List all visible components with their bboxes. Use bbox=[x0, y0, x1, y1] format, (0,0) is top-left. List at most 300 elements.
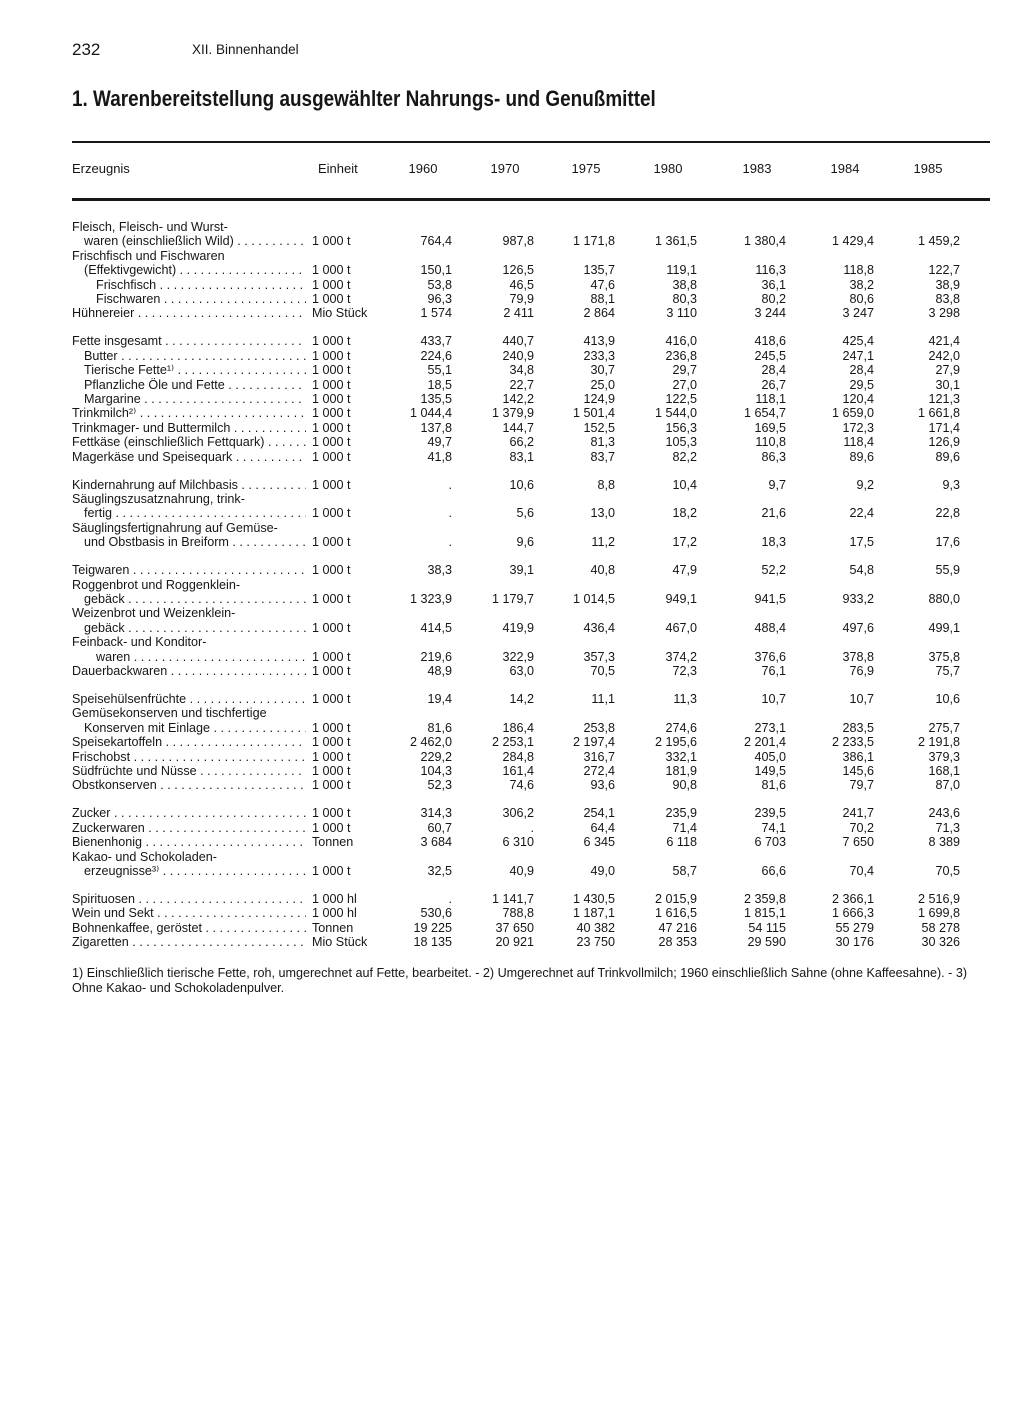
row-unit: Tonnen bbox=[312, 835, 354, 850]
row-unit: 1 000 t bbox=[312, 406, 351, 421]
cell-value-1984: 55 279 bbox=[835, 920, 874, 935]
column-header-product: Erzeugnis bbox=[72, 161, 130, 176]
cell-value-1983: 76,1 bbox=[761, 664, 786, 678]
cell-value-1983: 941,5 bbox=[754, 592, 786, 606]
cell-value-1980: 274,6 bbox=[665, 720, 697, 735]
cell-value-1980: 38,8 bbox=[672, 277, 697, 292]
cell-value-1984: 70,4 bbox=[849, 864, 874, 878]
cell-value-1975: 13,0 bbox=[590, 506, 615, 521]
cell-value-1960: 433,7 bbox=[420, 334, 452, 349]
row-label: Margarine . . . bbox=[84, 392, 306, 406]
column-header-1980: 1980 bbox=[653, 161, 683, 176]
table-row bbox=[0, 406, 1024, 420]
row-label: waren (einschließlich Wild) . . . bbox=[84, 234, 306, 248]
cell-value-1985: 27,9 bbox=[935, 363, 960, 378]
cell-value-1960: 224,6 bbox=[420, 348, 452, 363]
cell-value-1984: 10,7 bbox=[849, 692, 874, 706]
cell-value-1984: 247,1 bbox=[842, 348, 874, 363]
cell-value-1985: 89,6 bbox=[935, 449, 960, 464]
cell-value-1980: 467,0 bbox=[665, 620, 697, 635]
cell-value-1985: 2 191,8 bbox=[917, 735, 960, 750]
cell-value-1983: 418,6 bbox=[754, 334, 786, 349]
cell-value-1970: 440,7 bbox=[502, 334, 534, 349]
cell-value-1985: 243,6 bbox=[928, 806, 960, 821]
cell-value-1983: 29 590 bbox=[747, 935, 786, 950]
row-label: Trinkmilch²⁾ . . . bbox=[72, 406, 306, 420]
cell-value-1985: 121,3 bbox=[928, 392, 960, 406]
cell-value-1975: 70,5 bbox=[590, 664, 615, 678]
cell-value-1980: 29,7 bbox=[672, 363, 697, 378]
cell-value-1983: 80,2 bbox=[761, 292, 786, 306]
cell-value-1985: 275,7 bbox=[928, 720, 960, 735]
row-unit: 1 000 t bbox=[312, 277, 351, 292]
row-unit: 1 000 t bbox=[312, 664, 351, 678]
cell-value-1970: 788,8 bbox=[502, 906, 534, 921]
cell-value-1970: 240,9 bbox=[502, 348, 534, 363]
cell-value-1984: 386,1 bbox=[842, 749, 874, 764]
cell-value-1960: 18 135 bbox=[413, 935, 452, 950]
cell-value-1960: 229,2 bbox=[420, 749, 452, 764]
table-row bbox=[0, 692, 1024, 706]
row-label: Fettkäse (einschließlich Fettquark) . . . bbox=[72, 435, 306, 449]
cell-value-1984: 70,2 bbox=[849, 820, 874, 835]
table-row bbox=[0, 249, 1024, 263]
cell-value-1984: 7 650 bbox=[842, 835, 874, 850]
cell-value-1984: 378,8 bbox=[842, 649, 874, 664]
cell-value-1960: 764,4 bbox=[420, 234, 452, 249]
table-row bbox=[0, 650, 1024, 664]
cell-value-1985: 1 459,2 bbox=[917, 234, 960, 249]
cell-value-1983: 1 654,7 bbox=[743, 406, 786, 421]
cell-value-1960: 52,3 bbox=[427, 778, 452, 793]
cell-value-1985: 58 278 bbox=[921, 920, 960, 935]
cell-value-1983: 10,7 bbox=[761, 692, 786, 706]
cell-value-1970: 1 379,9 bbox=[491, 406, 534, 421]
cell-value-1984: 2 233,5 bbox=[831, 735, 874, 750]
cell-value-1984: 38,2 bbox=[849, 277, 874, 292]
row-label: Fette insgesamt . . . bbox=[72, 334, 306, 348]
cell-value-1970: 186,4 bbox=[502, 720, 534, 735]
cell-value-1975: 124,9 bbox=[583, 392, 615, 406]
cell-value-1960: 19 225 bbox=[413, 920, 452, 935]
cell-value-1983: 21,6 bbox=[761, 506, 786, 521]
row-unit: 1 000 t bbox=[312, 449, 351, 464]
cell-value-1980: 1 361,5 bbox=[654, 234, 697, 249]
cell-value-1975: 11,2 bbox=[591, 535, 615, 550]
cell-value-1983: 74,1 bbox=[761, 820, 786, 835]
row-unit: 1 000 t bbox=[312, 749, 351, 764]
table-row bbox=[0, 664, 1024, 678]
cell-value-1975: 81,3 bbox=[590, 435, 615, 450]
cell-value-1984: 1 659,0 bbox=[831, 406, 874, 421]
row-unit: 1 000 t bbox=[312, 692, 351, 706]
cell-value-1985: 55,9 bbox=[935, 563, 960, 578]
table-title: 1. Warenbereitstellung ausgewählter Nahrungs- und Genußmittel bbox=[72, 86, 656, 111]
cell-value-1975: 1 171,8 bbox=[572, 234, 615, 249]
table-row bbox=[0, 835, 1024, 849]
cell-value-1970: 1 141,7 bbox=[491, 892, 534, 906]
row-label: und Obstbasis in Breiform . . . bbox=[84, 535, 306, 549]
cell-value-1970: 39,1 bbox=[509, 563, 534, 578]
row-label: Kindernahrung auf Milchbasis . . . bbox=[72, 478, 306, 492]
cell-value-1985: 9,3 bbox=[942, 477, 960, 492]
cell-value-1983: 86,3 bbox=[761, 449, 786, 464]
cell-value-1980: 235,9 bbox=[665, 806, 697, 821]
table-row bbox=[0, 435, 1024, 449]
row-label: Speisehülsenfrüchte . . . bbox=[72, 692, 306, 706]
cell-value-1960: 414,5 bbox=[420, 620, 452, 635]
row-label: Weizenbrot und Weizenklein- bbox=[72, 606, 236, 621]
row-label: Frischfisch und Fischwaren bbox=[72, 248, 225, 263]
cell-value-1960: 1 044,4 bbox=[409, 406, 452, 421]
cell-value-1975: 253,8 bbox=[583, 720, 615, 735]
column-header-1984: 1984 bbox=[830, 161, 860, 176]
cell-value-1975: 1 014,5 bbox=[572, 592, 615, 606]
row-unit: 1 000 t bbox=[312, 535, 351, 550]
cell-value-1985: 1 699,8 bbox=[917, 906, 960, 921]
table-row bbox=[0, 621, 1024, 635]
row-unit: 1 000 t bbox=[312, 506, 351, 521]
cell-value-1975: 88,1 bbox=[590, 292, 615, 306]
cell-value-1984: 497,6 bbox=[842, 620, 874, 635]
cell-value-1983: 376,6 bbox=[754, 649, 786, 664]
cell-value-1975: 2 197,4 bbox=[572, 735, 615, 750]
row-label: gebäck . . . bbox=[84, 592, 306, 606]
column-header-1985: 1985 bbox=[913, 161, 943, 176]
row-unit: 1 000 t bbox=[312, 392, 351, 406]
row-unit: 1 000 t bbox=[312, 234, 351, 249]
row-unit: 1 000 t bbox=[312, 720, 351, 735]
cell-value-1985: 8 389 bbox=[928, 835, 960, 850]
table-row bbox=[0, 450, 1024, 464]
cell-value-1985: 10,6 bbox=[935, 692, 960, 706]
cell-value-1984: 283,5 bbox=[842, 720, 874, 735]
cell-value-1975: 436,4 bbox=[583, 620, 615, 635]
row-label: Dauerbackwaren . . . bbox=[72, 664, 306, 678]
cell-value-1970: 20 921 bbox=[495, 935, 534, 950]
table-row bbox=[0, 535, 1024, 549]
row-unit: 1 000 t bbox=[312, 778, 351, 793]
cell-value-1970: 1 179,7 bbox=[491, 592, 534, 606]
cell-value-1980: 71,4 bbox=[672, 820, 697, 835]
cell-value-1975: 30,7 bbox=[590, 363, 615, 378]
cell-value-1970: 79,9 bbox=[509, 292, 534, 306]
cell-value-1960: 1 323,9 bbox=[409, 592, 452, 606]
cell-value-1960: . bbox=[448, 506, 452, 521]
cell-value-1975: 93,6 bbox=[590, 778, 615, 793]
table-row bbox=[0, 778, 1024, 792]
cell-value-1970: 142,2 bbox=[502, 392, 534, 406]
cell-value-1983: 239,5 bbox=[754, 806, 786, 821]
row-unit: 1 000 t bbox=[312, 592, 351, 606]
row-label: Konserven mit Einlage . . . bbox=[84, 721, 306, 735]
cell-value-1985: 30 326 bbox=[921, 935, 960, 950]
row-label: Bohnenkaffee, geröstet . . . bbox=[72, 921, 306, 935]
cell-value-1960: 96,3 bbox=[427, 292, 452, 306]
row-unit: 1 000 t bbox=[312, 263, 351, 278]
table-row bbox=[0, 721, 1024, 735]
cell-value-1983: 118,1 bbox=[755, 392, 786, 406]
table-row bbox=[0, 935, 1024, 949]
table-row bbox=[0, 492, 1024, 506]
cell-value-1983: 1 380,4 bbox=[743, 234, 786, 249]
row-label: fertig . . . bbox=[84, 506, 306, 520]
section-title: XII. Binnenhandel bbox=[192, 42, 299, 57]
row-label: Zigaretten . . . bbox=[72, 935, 306, 949]
cell-value-1975: 1 187,1 bbox=[572, 906, 615, 921]
table-row bbox=[0, 750, 1024, 764]
table-row bbox=[0, 806, 1024, 820]
cell-value-1970: 987,8 bbox=[502, 234, 534, 249]
row-label: Zuckerwaren . . . bbox=[72, 821, 306, 835]
cell-value-1960: 135,5 bbox=[420, 392, 452, 406]
cell-value-1984: 89,6 bbox=[849, 449, 874, 464]
row-label: Kakao- und Schokoladen- bbox=[72, 849, 217, 864]
column-header-1975: 1975 bbox=[571, 161, 601, 176]
cell-value-1983: 66,6 bbox=[761, 864, 786, 878]
cell-value-1983: 116,3 bbox=[755, 263, 786, 278]
cell-value-1960: 53,8 bbox=[427, 277, 452, 292]
cell-value-1960: 38,3 bbox=[427, 563, 452, 578]
row-label: Spirituosen . . . bbox=[72, 892, 306, 906]
table-row bbox=[0, 421, 1024, 435]
cell-value-1983: 28,4 bbox=[761, 363, 786, 378]
cell-value-1970: 22,7 bbox=[509, 377, 534, 392]
cell-value-1980: 1 616,5 bbox=[654, 906, 697, 921]
cell-value-1980: 17,2 bbox=[672, 535, 697, 550]
cell-value-1980: 80,3 bbox=[672, 292, 697, 306]
cell-value-1975: 152,5 bbox=[583, 420, 615, 435]
cell-value-1984: 425,4 bbox=[842, 334, 874, 349]
row-label: Zucker . . . bbox=[72, 806, 306, 820]
cell-value-1960: 314,3 bbox=[420, 806, 452, 821]
cell-value-1984: 118,4 bbox=[843, 435, 874, 450]
cell-value-1983: 81,6 bbox=[761, 778, 786, 793]
row-label: Frischfisch . . . bbox=[96, 278, 306, 292]
row-label: Säuglingsfertignahrung auf Gemüse- bbox=[72, 520, 278, 535]
cell-value-1983: 2 359,8 bbox=[743, 892, 786, 906]
cell-value-1980: 82,2 bbox=[672, 449, 697, 464]
row-unit: 1 000 t bbox=[312, 334, 351, 349]
cell-value-1983: 488,4 bbox=[754, 620, 786, 635]
cell-value-1970: 9,6 bbox=[516, 535, 534, 550]
cell-value-1984: 76,9 bbox=[849, 664, 874, 678]
cell-value-1975: 1 430,5 bbox=[572, 892, 615, 906]
cell-value-1984: 2 366,1 bbox=[831, 892, 874, 906]
cell-value-1980: 3 110 bbox=[666, 306, 697, 321]
cell-value-1984: 80,6 bbox=[849, 292, 874, 306]
cell-value-1975: 11,1 bbox=[591, 692, 615, 706]
cell-value-1975: 233,3 bbox=[583, 348, 615, 363]
cell-value-1975: 272,4 bbox=[583, 764, 615, 778]
cell-value-1975: 83,7 bbox=[590, 449, 615, 464]
cell-value-1980: 90,8 bbox=[672, 778, 697, 793]
cell-value-1985: 242,0 bbox=[928, 348, 960, 363]
cell-value-1960: 81,6 bbox=[427, 720, 452, 735]
cell-value-1983: 3 244 bbox=[754, 306, 786, 321]
cell-value-1980: 949,1 bbox=[665, 592, 697, 606]
cell-value-1970: 74,6 bbox=[509, 778, 534, 793]
row-label: Tierische Fette¹⁾ . . . bbox=[84, 363, 306, 377]
row-label: (Effektivgewicht) . . . bbox=[84, 263, 306, 277]
cell-value-1980: 18,2 bbox=[672, 506, 697, 521]
cell-value-1980: 2 195,6 bbox=[654, 735, 697, 750]
row-unit: 1 000 t bbox=[312, 820, 351, 835]
table-row bbox=[0, 378, 1024, 392]
cell-value-1960: 3 684 bbox=[420, 835, 452, 850]
cell-value-1984: 17,5 bbox=[849, 535, 874, 550]
cell-value-1970: 37 650 bbox=[495, 920, 534, 935]
cell-value-1984: 120,4 bbox=[842, 392, 874, 406]
cell-value-1960: 60,7 bbox=[427, 820, 452, 835]
cell-value-1970: 126,5 bbox=[502, 263, 534, 278]
cell-value-1975: 23 750 bbox=[576, 935, 615, 950]
cell-value-1985: 17,6 bbox=[935, 535, 960, 550]
cell-value-1983: 2 201,4 bbox=[743, 735, 786, 750]
cell-value-1975: 254,1 bbox=[583, 806, 615, 821]
cell-value-1984: 172,3 bbox=[842, 420, 874, 435]
table-row bbox=[0, 764, 1024, 778]
cell-value-1980: 6 118 bbox=[666, 835, 697, 850]
cell-value-1960: 49,7 bbox=[427, 435, 452, 450]
row-label: gebäck . . . bbox=[84, 621, 306, 635]
cell-value-1980: 10,4 bbox=[672, 477, 697, 492]
cell-value-1975: 8,8 bbox=[597, 477, 615, 492]
footnotes: 1) Einschließlich tierische Fette, roh, umgerechnet auf Fette, bearbeitet. - 2) Umgerechnet auf Trinkvollmilch; 1960 einschließlich Sahne (ohne Kaffeesahne). - 3) Ohne Kakao- und Schokoladenpulver. bbox=[72, 965, 968, 995]
cell-value-1980: 105,3 bbox=[665, 435, 697, 450]
cell-value-1984: 118,8 bbox=[843, 263, 874, 278]
page-number: 232 bbox=[72, 40, 101, 59]
table-row bbox=[0, 850, 1024, 864]
cell-value-1983: 6 703 bbox=[754, 835, 786, 850]
cell-value-1970: 419,9 bbox=[502, 620, 534, 635]
row-label: Teigwaren . . . bbox=[72, 563, 306, 577]
cell-value-1980: 374,2 bbox=[665, 649, 697, 664]
cell-value-1985: 30,1 bbox=[935, 377, 960, 392]
table-row bbox=[0, 635, 1024, 649]
row-unit: Mio Stück bbox=[312, 306, 368, 321]
row-unit: 1 000 t bbox=[312, 806, 351, 821]
row-label: Frischobst . . . bbox=[72, 750, 306, 764]
cell-value-1975: 40,8 bbox=[590, 563, 615, 578]
row-unit: 1 000 hl bbox=[312, 906, 357, 921]
table-row bbox=[0, 864, 1024, 878]
table-row bbox=[0, 306, 1024, 320]
cell-value-1984: 1 666,3 bbox=[831, 906, 874, 921]
row-unit: 1 000 t bbox=[312, 435, 351, 450]
cell-value-1984: 933,2 bbox=[842, 592, 874, 606]
cell-value-1985: 87,0 bbox=[935, 778, 960, 793]
cell-value-1960: 104,3 bbox=[420, 764, 452, 778]
cell-value-1970: 306,2 bbox=[502, 806, 534, 821]
cell-value-1975: 1 501,4 bbox=[572, 406, 615, 421]
cell-value-1980: 47,9 bbox=[672, 563, 697, 578]
cell-value-1970: 322,9 bbox=[502, 649, 534, 664]
table-row bbox=[0, 278, 1024, 292]
cell-value-1975: 2 864 bbox=[583, 306, 615, 321]
cell-value-1985: 126,9 bbox=[928, 435, 960, 450]
row-label: waren . . . bbox=[96, 650, 306, 664]
row-label: Speisekartoffeln . . . bbox=[72, 735, 306, 749]
cell-value-1985: 83,8 bbox=[935, 292, 960, 306]
table-row bbox=[0, 392, 1024, 406]
table-row bbox=[0, 906, 1024, 920]
row-label: Säuglingszusatznahrung, trink- bbox=[72, 492, 245, 506]
table-row bbox=[0, 292, 1024, 306]
cell-value-1970: 6 310 bbox=[502, 835, 534, 850]
row-unit: 1 000 t bbox=[312, 420, 351, 435]
row-label: Butter . . . bbox=[84, 349, 306, 363]
row-unit: 1 000 t bbox=[312, 620, 351, 635]
cell-value-1980: 47 216 bbox=[658, 920, 697, 935]
cell-value-1985: 2 516,9 bbox=[917, 892, 960, 906]
table-row bbox=[0, 220, 1024, 234]
cell-value-1970: 34,8 bbox=[509, 363, 534, 378]
cell-value-1970: 161,4 bbox=[502, 764, 534, 778]
table-row bbox=[0, 592, 1024, 606]
cell-value-1985: 22,8 bbox=[935, 506, 960, 521]
cell-value-1980: 58,7 bbox=[672, 864, 697, 878]
cell-value-1975: 413,9 bbox=[583, 334, 615, 349]
cell-value-1984: 28,4 bbox=[849, 363, 874, 378]
cell-value-1975: 25,0 bbox=[590, 377, 615, 392]
row-label: Roggenbrot und Roggenklein- bbox=[72, 577, 241, 592]
cell-value-1984: 22,4 bbox=[849, 506, 874, 521]
cell-value-1985: 122,7 bbox=[928, 263, 960, 278]
cell-value-1960: 48,9 bbox=[427, 664, 452, 678]
cell-value-1985: 70,5 bbox=[935, 864, 960, 878]
row-label: Hühnereier . . . bbox=[72, 306, 306, 320]
cell-value-1970: . bbox=[530, 820, 534, 835]
cell-value-1975: 6 345 bbox=[583, 835, 615, 850]
cell-value-1960: . bbox=[448, 892, 452, 906]
cell-value-1980: 332,1 bbox=[665, 749, 697, 764]
cell-value-1970: 2 411 bbox=[503, 306, 534, 321]
cell-value-1970: 10,6 bbox=[509, 477, 534, 492]
cell-value-1980: 119,1 bbox=[666, 263, 697, 278]
cell-value-1984: 9,2 bbox=[856, 477, 874, 492]
table-row bbox=[0, 892, 1024, 906]
cell-value-1980: 1 544,0 bbox=[654, 406, 697, 421]
table-row bbox=[0, 563, 1024, 577]
table-row bbox=[0, 334, 1024, 348]
cell-value-1960: . bbox=[448, 477, 452, 492]
cell-value-1985: 379,3 bbox=[928, 749, 960, 764]
cell-value-1960: 137,8 bbox=[420, 420, 452, 435]
cell-value-1984: 1 429,4 bbox=[831, 234, 874, 249]
cell-value-1983: 26,7 bbox=[761, 377, 786, 392]
row-label: Südfrüchte und Nüsse . . . bbox=[72, 764, 306, 778]
table-row bbox=[0, 735, 1024, 749]
cell-value-1980: 11,3 bbox=[673, 692, 697, 706]
row-unit: 1 000 t bbox=[312, 348, 351, 363]
cell-value-1960: 2 462,0 bbox=[409, 735, 452, 750]
cell-value-1983: 405,0 bbox=[754, 749, 786, 764]
cell-value-1960: . bbox=[448, 535, 452, 550]
cell-value-1983: 18,3 bbox=[761, 535, 786, 550]
row-label: Trinkmager- und Buttermilch . . . bbox=[72, 421, 306, 435]
table-row bbox=[0, 521, 1024, 535]
row-label: Fleisch, Fleisch- und Wurst- bbox=[72, 220, 228, 234]
cell-value-1970: 144,7 bbox=[502, 420, 534, 435]
row-unit: 1 000 t bbox=[312, 377, 351, 392]
cell-value-1983: 169,5 bbox=[754, 420, 786, 435]
table-row bbox=[0, 263, 1024, 277]
cell-value-1970: 284,8 bbox=[502, 749, 534, 764]
cell-value-1985: 499,1 bbox=[928, 620, 960, 635]
cell-value-1960: 41,8 bbox=[427, 449, 452, 464]
cell-value-1985: 171,4 bbox=[928, 420, 960, 435]
